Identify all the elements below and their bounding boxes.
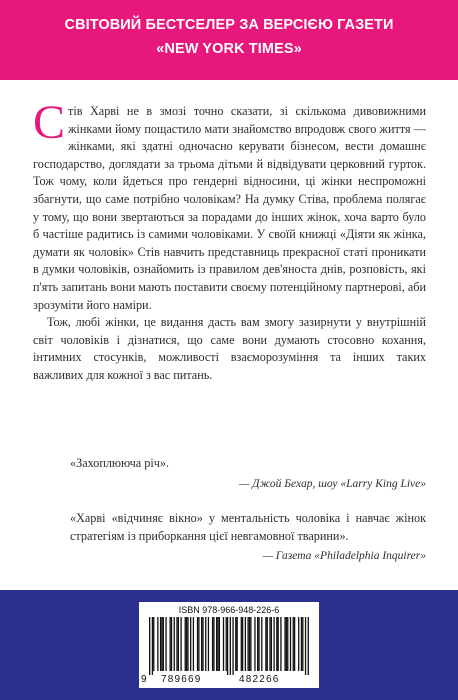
review-quote-2 bbox=[70, 510, 426, 566]
paragraph-1-text: тів Харві не в змозі точно сказати, зі скількома дивовижними жінками йому пощастило мати знайомство впродовж свого життя — жінками, які здатні одночасно керувати бізнесом, вести домашнє господарство, доглядати за трьома дітьми й відвідувати церковний гурток. Тож чому, коли йдеться про гендерні відносини, ці жінки неспроможні збагнути, що саме потрібно чоловікам? На думку Стіва, проблема полягає у тому, що вони звертаються за порадами до інших жінок, хоча варто було б частіше радитись із самими чоловіками. У своїй книжці «Діяти як жінка, думати як чоловік» Стів навчить представниць прекрасної статі проникати в думки чоловіків, ознайомить із правилом дев'яноста днів, розповість, які п'ять запитань вони мають поставити своєму потенційному партнерові, аби зрозуміти його наміри. bbox=[33, 104, 426, 312]
description-text bbox=[33, 96, 426, 385]
paragraph-2: Тож, любі жінки, це видання дасть вам змогу зазирнути у внутрішній світ чоловіків і дізнатися, що саме вони думають стосовно кохання, інтимних стосунків, можливості взаєморозуміння та інших таких важливих для кожної з вас питань. bbox=[33, 315, 426, 382]
headline-line-2: «NEW YORK TIMES» bbox=[156, 41, 302, 57]
paragraph-1 bbox=[33, 96, 426, 314]
quote-text: «Захоплююча річ». bbox=[70, 456, 170, 470]
drop-cap: С bbox=[33, 96, 66, 149]
quote-source: — Газета «Philadelphia Inquirer» bbox=[262, 550, 426, 563]
barcode-panel bbox=[139, 602, 319, 688]
quote-source: — Джой Бехар, шоу «Larry King Live» bbox=[239, 477, 426, 490]
barcode-lead-digit: 9 bbox=[141, 674, 148, 685]
barcode-icon bbox=[149, 617, 309, 675]
quote-text: «Харві «відчиняє вікно» у ментальність чоловіка і навчає жінок стратегіям із приборкання цієї невгамовної тварини». bbox=[70, 511, 426, 543]
barcode-left-digits: 789669 bbox=[161, 674, 202, 685]
headline-line-1: СВІТОВИЙ БЕСТСЕЛЕР ЗА ВЕРСІЄЮ ГАЗЕТИ bbox=[64, 17, 394, 33]
review-quote-1 bbox=[70, 455, 426, 493]
top-banner bbox=[0, 0, 458, 80]
barcode-right-digits: 482266 bbox=[239, 674, 280, 685]
isbn-label: ISBN 978-966-948-226-6 bbox=[178, 605, 280, 615]
